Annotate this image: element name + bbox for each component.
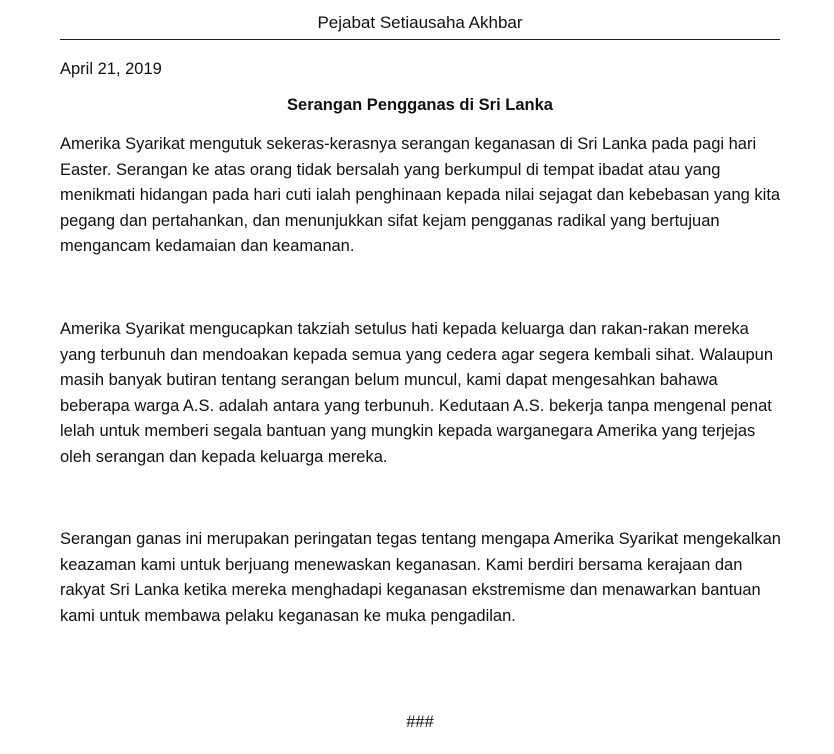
end-mark: ### [406, 713, 434, 731]
header-divider [60, 39, 780, 40]
paragraph-2: Amerika Syarikat mengucapkan takziah setulus hati kepada keluarga dan rakan-rakan mereka yang terbunuh dan mendoakan kepada semua yang cedera agar segera kembali sihat. Walaupun masih banyak butiran tentang serangan belum muncul, kami dapat mengesahkan bahawa beberapa warga A.S. adalah antara yang terbunuh. Kedutaan A.S. bekerja tanpa mengenal penat lelah untuk memberi segala bantuan yang mungkin kepada warganegara Amerika yang terjejas oleh serangan dan kepada keluarga mereka. [60, 320, 774, 466]
paragraph-3: Serangan ganas ini merupakan peringatan tegas tentang mengapa Amerika Syarikat mengekalkan keazaman kami untuk berjuang menewaskan keganasan. Kami berdiri bersama kerajaan dan rakyat Sri Lanka ketika mereka menghadapi keganasan ekstremisme dan menawarkan bantuan kami untuk membawa pelaku keganasan ke muka pengadilan. [60, 530, 781, 625]
office-header: Pejabat Setiausaha Akhbar [317, 13, 523, 32]
release-date: April 21, 2019 [60, 60, 162, 78]
paragraph-1: Amerika Syarikat mengutuk sekeras-kerasnya serangan keganasan di Sri Lanka pada pagi hari Easter. Serangan ke atas orang tidak bersalah yang berkumpul di tempat ibadat atau yang menikmati hidangan pada hari cuti ialah penghinaan kepada nilai sejagat dan kebebasan yang kita pegang dan pertahankan, dan menunjukkan sifat kejam pengganas radikal yang bertujuan mengancam kedamaian dan keamanan. [60, 135, 781, 256]
document-title: Serangan Pengganas di Sri Lanka [287, 96, 553, 114]
